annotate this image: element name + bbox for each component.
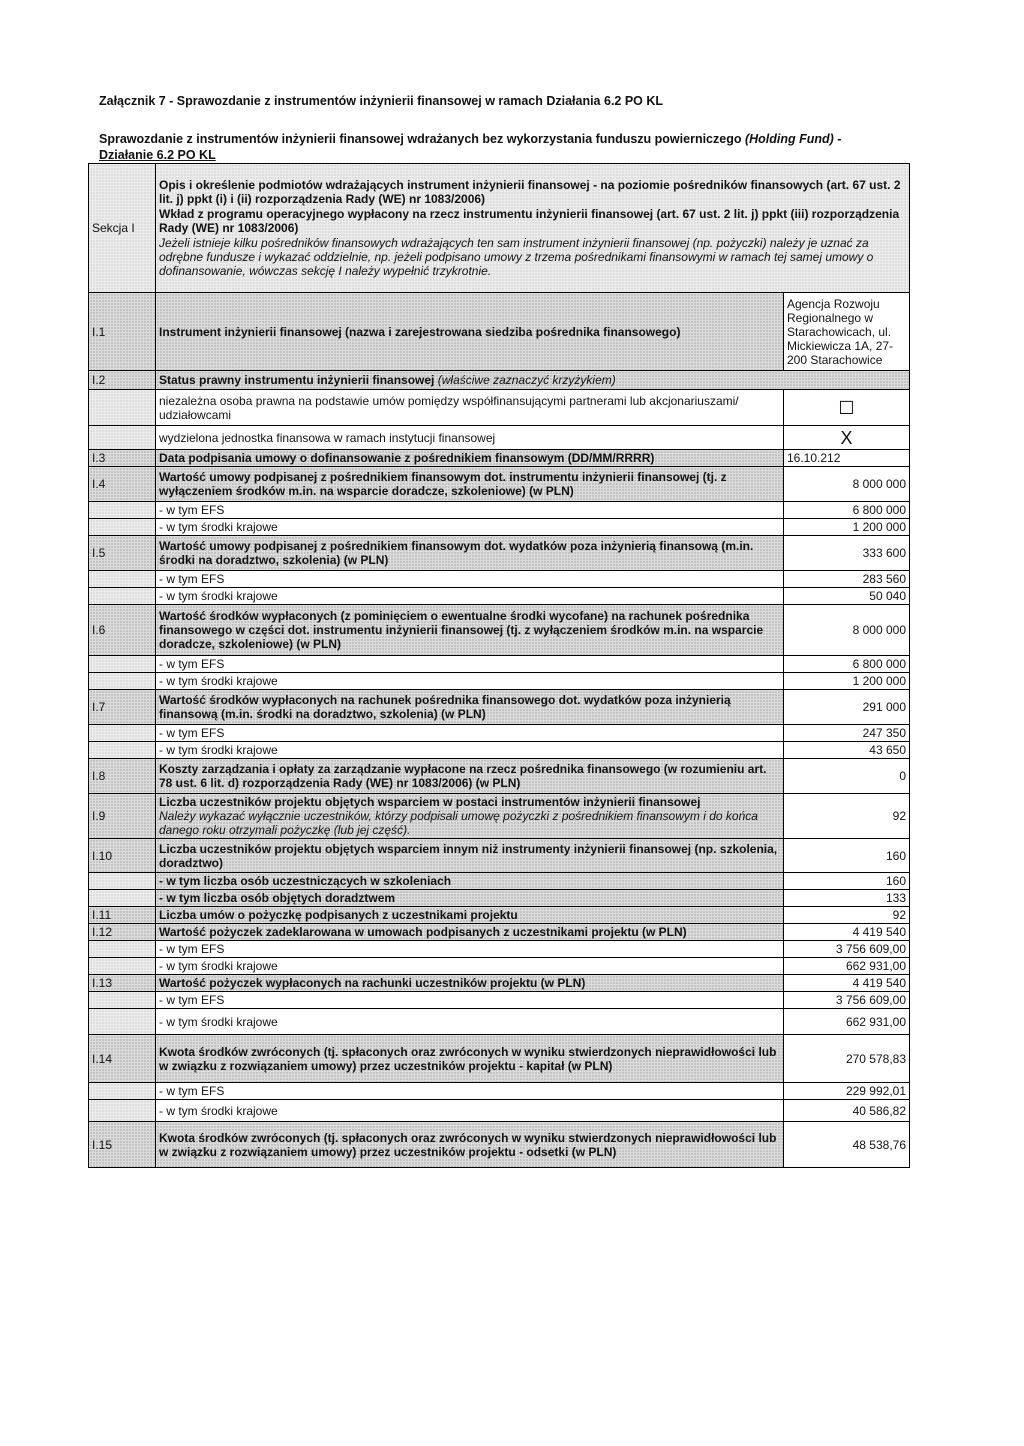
row-id-empty [89,519,156,536]
row-id-empty [89,588,156,605]
row-label: niezależna osoba prawna na podstawie umów pomiędzy współfinansującymi partnerami lub akcjonariuszami/ udziałowcami [156,390,784,426]
table-row [89,426,910,450]
table-row [89,450,910,467]
row-label: Wartość środków wypłaconych (z pominięciem o ewentualne środki wycofane) na rachunek pośrednika finansowego w części dot. instrumentu inżynierii finansowej (tj. z wyłączeniem środków m.in. na wsparcie doradcze, szkoleniowe) (w PLN) [156,605,784,656]
row-label-italic: Należy wykazać wyłącznie uczestników, którzy podpisali umowę pożyczki z pośrednikiem finansowym i do końca danego roku otrzymali pożyczkę (lub jej część). [159,809,758,837]
row-value[interactable]: 270 578,83 [784,1035,910,1083]
section-description [156,164,910,293]
row-label: - w tym środki krajowe [156,1009,784,1035]
row-value[interactable]: Agencja Rozwoju Regionalnego w Starachowicach, ul. Mickiewicza 1A, 27-200 Starachowice [784,293,910,371]
row-label: wydzielona jednostka finansowa w ramach instytucji finansowej [156,426,784,450]
row-value[interactable]: 8 000 000 [784,467,910,502]
row-value[interactable]: 247 350 [784,725,910,742]
row-id: I.11 [89,907,156,924]
row-label: - w tym środki krajowe [156,588,784,605]
row-id: I.5 [89,536,156,571]
row-label: - w tym EFS [156,941,784,958]
table-row [89,742,910,759]
row-value[interactable]: 333 600 [784,536,910,571]
table-row [89,1100,910,1122]
table-row [89,1083,910,1100]
row-value[interactable]: 92 [784,907,910,924]
row-label: Kwota środków zwróconych (tj. spłaconych oraz zwróconych w wyniku stwierdzonych nieprawidłowości lub w związku z rozwiązaniem umowy) przez uczestników projektu - odsetki (w PLN) [156,1122,784,1168]
table-row [89,839,910,873]
row-value[interactable]: 4 419 540 [784,924,910,941]
table-row [89,890,910,907]
row-id-empty [89,1083,156,1100]
row-id-empty [89,873,156,890]
row-id: I.14 [89,1035,156,1083]
row-id-empty [89,958,156,975]
row-label-text: Status prawny instrumentu inżynierii finansowej [159,373,435,387]
table-row [89,519,910,536]
row-label: Wartość umowy podpisanej z pośrednikiem finansowym dot. instrumentu inżynierii finansowej (tj. z wyłączeniem środków m.in. na wsparcie doradcze, szkoleniowe) (w PLN) [156,467,784,502]
table-row [89,605,910,656]
row-label: Koszty zarządzania i opłaty za zarządzanie wypłacone na rzecz pośrednika finansowego (w rozumieniu art. 78 ust. 6 lit. d) rozporządzenia Rady (WE) nr 1083/2006) (w PLN) [156,759,784,794]
table-row [89,673,910,690]
row-label [156,794,784,839]
row-id-empty [89,571,156,588]
table-row [89,725,910,742]
row-id-empty [89,742,156,759]
section-line-1: Opis i określenie podmiotów wdrażających instrument inżynierii finansowej - na poziomie pośredników finansowych (art. 67 ust. 2 lit. j) ppkt (i) i (ii) rozporządzenia Rady (WE) nr 1083/2006) [159,178,901,206]
row-value[interactable]: 662 931,00 [784,958,910,975]
section-line-3: Jeżeli istnieje kilku pośredników finansowych wdrażających ten sam instrument inżynierii finansowej (np. pożyczki) należy je uznać za odrębne fundusze i wykazać oddzielnie, np. jeżeli podpisano umowy z trzema pośrednikami finansowymi w ramach tej samej umowy o dofinansowanie, wówczas sekcję I należy wypełnić trzykrotnie. [159,236,874,278]
row-id: I.9 [89,794,156,839]
table-row [89,873,910,890]
table-row [89,975,910,992]
table-row [89,907,910,924]
table-row [89,588,910,605]
row-value[interactable]: 160 [784,873,910,890]
row-value[interactable]: 3 756 609,00 [784,992,910,1009]
row-value[interactable]: 1 200 000 [784,673,910,690]
row-id-empty [89,890,156,907]
row-label: - w tym EFS [156,656,784,673]
row-id-empty [89,1009,156,1035]
row-value[interactable]: 48 538,76 [784,1122,910,1168]
row-label-italic: (właściwe zaznaczyć krzyżykiem) [437,373,616,387]
row-value[interactable]: 3 756 609,00 [784,941,910,958]
row-label: Liczba uczestników projektu objętych wsparciem innym niż instrumenty inżynierii finansowej (np. szkolenia, doradztwo) [156,839,784,873]
row-id: I.15 [89,1122,156,1168]
row-value[interactable]: 50 040 [784,588,910,605]
table-row [89,467,910,502]
row-label [156,371,910,390]
table-row [89,390,910,426]
row-label: - w tym środki krajowe [156,673,784,690]
table-row [89,958,910,975]
document-title: Załącznik 7 - Sprawozdanie z instrumentów inżynierii finansowej w ramach Działania 6.2 PO KL [99,94,664,108]
table-row [89,759,910,794]
row-id: I.12 [89,924,156,941]
row-id-empty [89,390,156,426]
row-id-empty [89,502,156,519]
row-value[interactable]: 662 931,00 [784,1009,910,1035]
table-row [89,794,910,839]
row-label: Wartość umowy podpisanej z pośrednikiem finansowym dot. wydatków poza inżynierią finansową (m.in. środki na doradztwo, szkolenia) (w PLN) [156,536,784,571]
row-id: I.8 [89,759,156,794]
section-row [89,164,910,293]
row-label: - w tym środki krajowe [156,742,784,759]
table-row [89,992,910,1009]
report-table [88,163,910,1168]
table-row [89,690,910,725]
row-id: I.3 [89,450,156,467]
row-value[interactable]: 0 [784,759,910,794]
subtitle-dash: - [833,132,842,146]
section-label: Sekcja I [92,221,135,235]
row-id-empty [89,992,156,1009]
row-label-text: Liczba uczestników projektu objętych wsparciem w postaci instrumentów inżynierii finansowej [159,795,701,809]
subtitle-italic: (Holding Fund) [744,132,834,146]
row-label: Liczba umów o pożyczkę podpisanych z uczestnikami projektu [156,907,784,924]
row-label: - w tym liczba osób uczestniczących w szkoleniach [156,873,784,890]
table-row [89,1009,910,1035]
row-label: - w tym środki krajowe [156,958,784,975]
row-id: I.2 [89,371,156,390]
row-value[interactable]: 8 000 000 [784,605,910,656]
table-row [89,924,910,941]
subtitle-underlined: Działanie 6.2 PO KL [99,148,216,162]
row-label: Wartość środków wypłaconych na rachunek pośrednika finansowego dot. wydatków poza inżynierią finansową (m.in. środki na doradztwo, szkolenia) (w PLN) [156,690,784,725]
row-id-empty [89,941,156,958]
row-label: Data podpisania umowy o dofinansowanie z pośrednikiem finansowym (DD/MM/RRRR) [156,450,784,467]
row-value[interactable]: 291 000 [784,690,910,725]
subtitle-main: Sprawozdanie z instrumentów inżynierii finansowej wdrażanych bez wykorzystania funduszu powierniczego [99,132,742,146]
section-line-2: Wkład z programu operacyjnego wypłacony na rzecz instrumentu inżynierii finansowej (art. 67 ust. 2 lit. j) ppkt (iii) rozporządzenia Rady (WE) nr 1083/2006) [159,207,900,235]
row-value[interactable]: 1 200 000 [784,519,910,536]
row-value[interactable]: 6 800 000 [784,502,910,519]
row-id-empty [89,725,156,742]
row-value[interactable]: 160 [784,839,910,873]
table-row [89,1122,910,1168]
row-id-empty [89,426,156,450]
row-id-empty [89,656,156,673]
row-value[interactable]: 40 586,82 [784,1100,910,1122]
row-label: Wartość pożyczek wypłaconych na rachunki uczestników projektu (w PLN) [156,975,784,992]
section-label-cell [89,164,156,293]
status-checkbox[interactable]: ☐ [784,390,910,426]
row-id-empty [89,673,156,690]
row-label: - w tym EFS [156,1083,784,1100]
row-id: I.13 [89,975,156,992]
row-value[interactable]: 283 560 [784,571,910,588]
row-label: Instrument inżynierii finansowej (nazwa i zarejestrowana siedziba pośrednika finansowego) [156,293,784,371]
row-value[interactable]: 229 992,01 [784,1083,910,1100]
table-row [89,1035,910,1083]
row-label: - w tym EFS [156,992,784,1009]
row-value[interactable]: 6 800 000 [784,656,910,673]
row-value[interactable]: 92 [784,794,910,839]
row-value[interactable]: 4 419 540 [784,975,910,992]
row-label: Wartość pożyczek zadeklarowana w umowach podpisanych z uczestnikami projektu (w PLN) [156,924,784,941]
row-label: Kwota środków zwróconych (tj. spłaconych oraz zwróconych w wyniku stwierdzonych nieprawidłowości lub w związku z rozwiązaniem umowy) przez uczestników projektu - kapitał (w PLN) [156,1035,784,1083]
row-id: I.7 [89,690,156,725]
status-checkbox[interactable]: X [784,426,910,450]
table-row [89,941,910,958]
row-id: I.4 [89,467,156,502]
row-label: - w tym EFS [156,571,784,588]
row-label: - w tym środki krajowe [156,519,784,536]
row-label: - w tym EFS [156,725,784,742]
table-row [89,571,910,588]
row-value[interactable]: 133 [784,890,910,907]
table-row [89,536,910,571]
row-label: - w tym EFS [156,502,784,519]
table-row [89,502,910,519]
document-subtitle [99,131,919,163]
table-row [89,293,910,371]
row-label: - w tym środki krajowe [156,1100,784,1122]
row-id: I.1 [89,293,156,371]
table-row [89,371,910,390]
row-id: I.6 [89,605,156,656]
row-value[interactable]: 16.10.212 [784,450,910,467]
row-id: I.10 [89,839,156,873]
row-value[interactable]: 43 650 [784,742,910,759]
row-id-empty [89,1100,156,1122]
row-label: - w tym liczba osób objętych doradztwem [156,890,784,907]
table-row [89,656,910,673]
